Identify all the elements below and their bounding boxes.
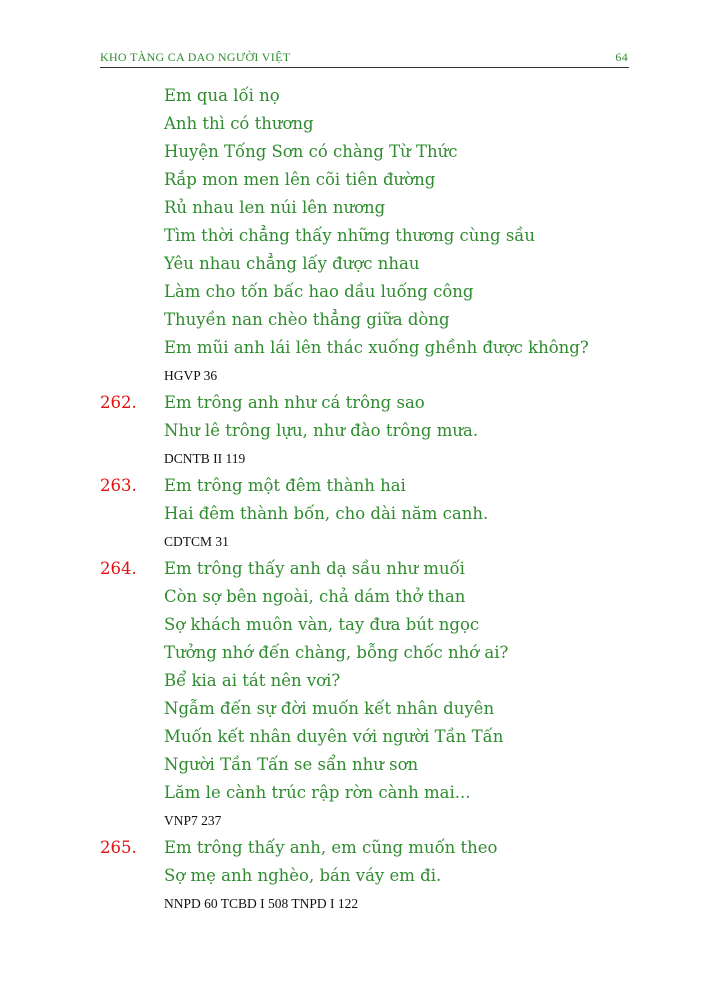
verse-text: Em trông anh như cá trông sao <box>164 393 425 412</box>
verse-text: Yêu nhau chẳng lấy được nhau <box>164 254 420 273</box>
verse-line <box>100 723 628 751</box>
verse-text: Người Tần Tấn se sẩn như sơn <box>164 755 419 774</box>
source-citation: HGVP 36 <box>164 368 218 383</box>
header-rule <box>100 67 629 68</box>
verse-line <box>100 779 628 807</box>
verse-text: Rủ nhau len núi lên nương <box>164 198 386 217</box>
running-header <box>100 50 628 66</box>
verse-text: Anh thì có thương <box>164 114 314 133</box>
verse-line <box>100 583 628 611</box>
verse-line <box>100 278 628 306</box>
verse-text: Hai đêm thành bốn, cho dài năm canh. <box>164 504 489 523</box>
verse-text: Còn sợ bên ngoài, chả dám thở than <box>164 587 466 606</box>
verse-text: Lăm le cành trúc rập rờn cành mai... <box>164 783 471 802</box>
source-citation: CDTCM 31 <box>164 534 229 549</box>
verse-line <box>100 862 628 890</box>
verse-line <box>100 639 628 667</box>
verse-line <box>100 500 628 528</box>
verse-text: Em trông thấy anh, em cũng muốn theo <box>164 838 498 857</box>
poem-content <box>100 82 628 917</box>
verse-text: Như lê trông lựu, như đào trông mưa. <box>164 421 479 440</box>
verse-line <box>100 611 628 639</box>
source-citation: DCNTB II 119 <box>164 451 246 466</box>
page-number: 64 <box>615 50 628 64</box>
source-citation: VNP7 237 <box>164 813 222 828</box>
verse-text: Muốn kết nhân duyên với người Tần Tấn <box>164 727 504 746</box>
entry-number: 262. <box>100 393 137 412</box>
verse-line <box>100 667 628 695</box>
poem-entry <box>100 834 628 917</box>
book-title: KHO TÀNG CA DAO NGƯỜI VIỆT <box>100 50 291 64</box>
verse-line <box>100 138 628 166</box>
entry-number: 263. <box>100 476 137 495</box>
verse-text: Ngẫm đến sự đời muốn kết nhân duyên <box>164 699 495 718</box>
verse-line <box>100 417 628 445</box>
verse-line <box>100 695 628 723</box>
verse-line <box>100 334 628 362</box>
verse-line <box>100 389 628 417</box>
verse-line <box>100 306 628 334</box>
verse-text: Tìm thời chẳng thấy những thương cùng sầu <box>164 226 536 245</box>
verse-text: Làm cho tốn bấc hao dầu luống công <box>164 282 474 301</box>
verse-line <box>100 250 628 278</box>
verse-text: Sợ khách muôn vàn, tay đưa bút ngọc <box>164 615 480 634</box>
verse-line <box>100 110 628 138</box>
verse-text: Em trông một đêm thành hai <box>164 476 406 495</box>
verse-text: Tưởng nhớ đến chàng, bỗng chốc nhớ ai? <box>164 643 509 662</box>
poem-entry <box>100 82 628 389</box>
verse-line <box>100 555 628 583</box>
entry-number: 265. <box>100 838 137 857</box>
verse-text: Em mũi anh lái lên thác xuống ghềnh được không? <box>164 338 589 357</box>
verse-text: Em qua lối nọ <box>164 86 280 105</box>
verse-line <box>100 194 628 222</box>
verse-line <box>100 472 628 500</box>
entry-number: 264. <box>100 559 137 578</box>
verse-line <box>100 751 628 779</box>
verse-line <box>100 166 628 194</box>
verse-text: Em trông thấy anh dạ sầu như muối <box>164 559 465 578</box>
verse-line <box>100 82 628 110</box>
source-citation: NNPD 60 TCBD I 508 TNPD I 122 <box>164 896 359 911</box>
verse-line <box>100 222 628 250</box>
verse-text: Bể kia ai tát nên vơi? <box>164 671 341 690</box>
verse-text: Thuyền nan chèo thẳng giữa dòng <box>164 310 450 329</box>
poem-entry <box>100 555 628 834</box>
verse-text: Huyện Tống Sơn có chàng Từ Thức <box>164 142 458 161</box>
verse-line <box>100 834 628 862</box>
poem-entry <box>100 389 628 472</box>
poem-entry <box>100 472 628 555</box>
verse-text: Rắp mon men lên cõi tiên đường <box>164 170 436 189</box>
verse-text: Sợ mẹ anh nghèo, bán váy em đi. <box>164 866 442 885</box>
